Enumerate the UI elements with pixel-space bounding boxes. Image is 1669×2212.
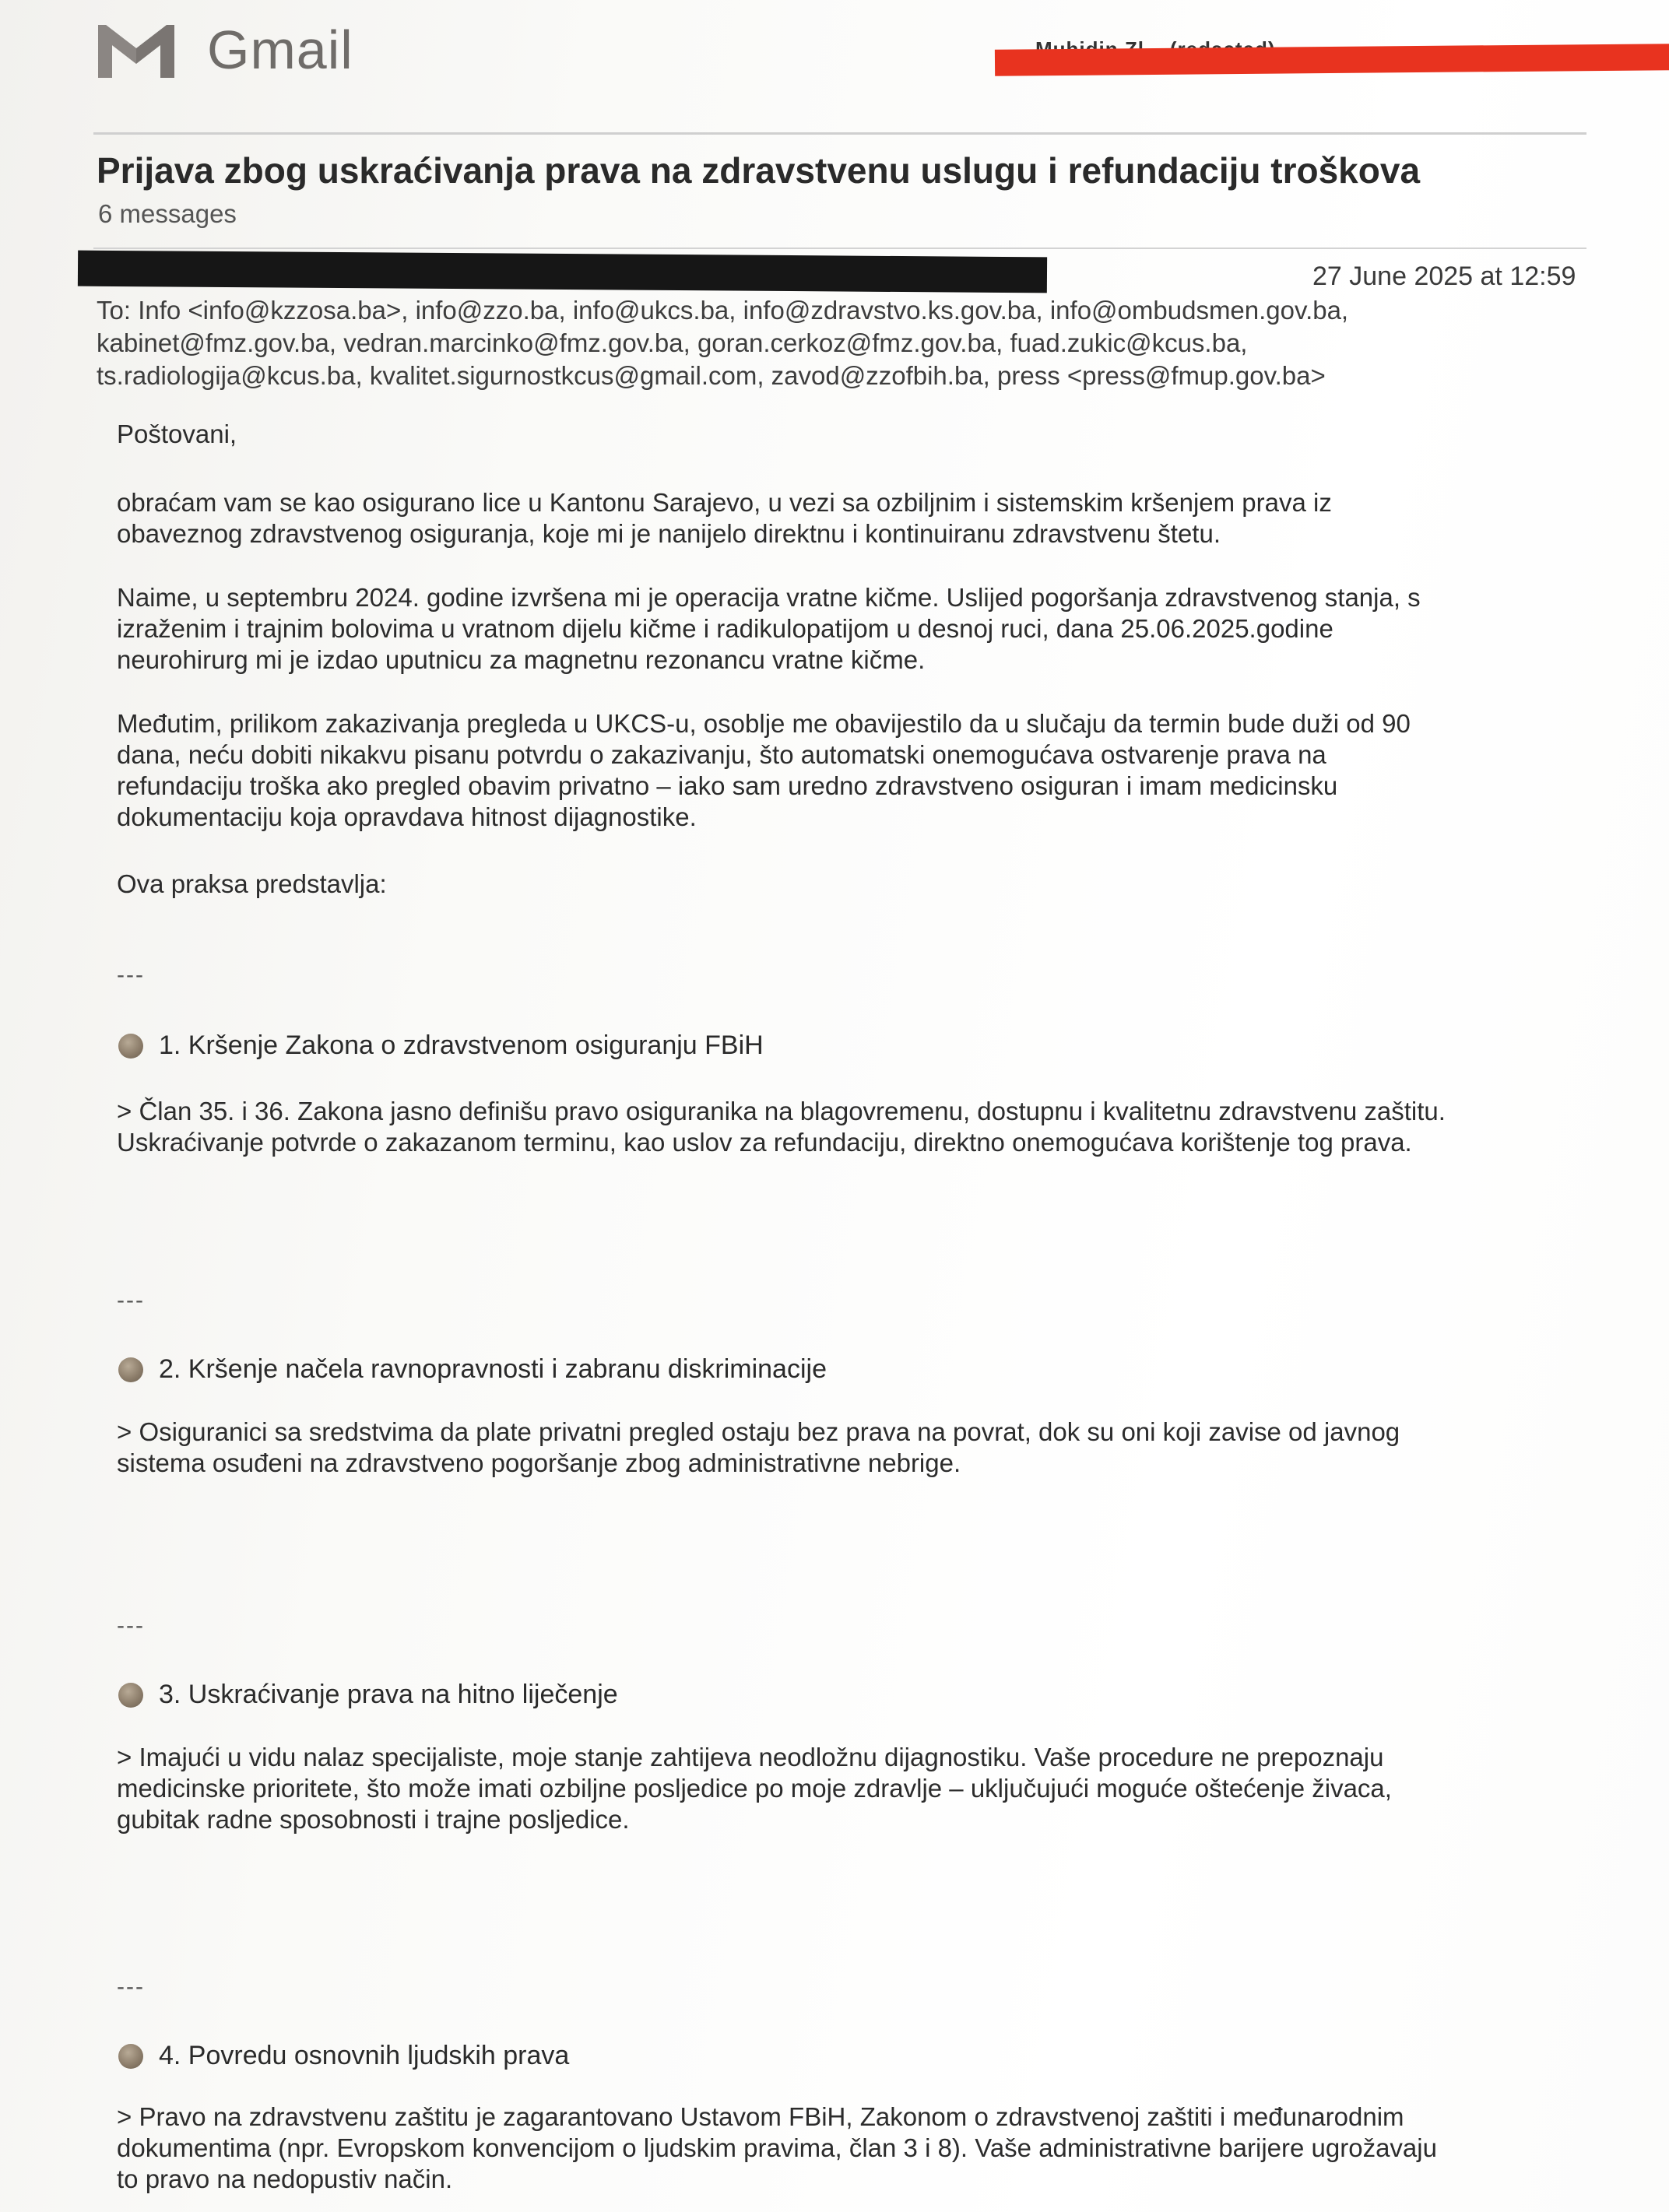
- gmail-m-icon: [93, 17, 179, 83]
- bullet-icon: [118, 1034, 143, 1059]
- paragraph-line: dana, neću dobiti nikakvu pisanu potvrdu o zakazivanju, što automatski onemogućava ostvarenje prava na: [117, 740, 1326, 769]
- section-line: > Osiguranici sa sredstvima da plate privatni pregled ostaju bez prava na povrat, dok su oni koji zavise od javnog: [117, 1417, 1400, 1446]
- message-divider: [93, 248, 1586, 249]
- section-line: > Član 35. i 36. Zakona jasno definišu pravo osiguranika na blagovremenu, dostupnu i kvalitetnu zdravstvenu zaštitu.: [117, 1097, 1446, 1125]
- section-body: [117, 1096, 1541, 1158]
- separator: ---: [117, 1287, 145, 1313]
- header-divider: [93, 132, 1586, 135]
- section-heading-text: 1. Kršenje Zakona o zdravstvenom osiguranju FBiH: [159, 1031, 764, 1060]
- paragraph-line: neurohirurg mi je izdao uputnicu za magnetnu rezonancu vratne kičme.: [117, 645, 926, 674]
- paragraph-line: izraženim i trajnim bolovima u vratnom dijelu kičme i radikulopatijom u desnoj ruci, dana 25.06.2025.godine: [117, 614, 1333, 643]
- bullet-icon: [118, 1357, 143, 1382]
- section-line: gubitak radne sposobnosti i trajne posljedice.: [117, 1805, 630, 1834]
- paragraph-line: Naime, u septembru 2024. godine izvršena mi je operacija vratne kičme. Uslijed pogoršanja zdravstvenog stanja, s: [117, 583, 1421, 612]
- section-body: [117, 1417, 1541, 1479]
- section-body: [117, 2101, 1541, 2195]
- section-heading-text: 3. Uskraćivanje prava na hitno liječenje: [159, 1680, 618, 1709]
- paragraph-line: refundaciju troška ako pregled obavim privatno – iako sam uredno zdravstveno osiguran i imam medicinsku: [117, 771, 1338, 800]
- recipients-line: ts.radiologija@kcus.ba, kvalitet.sigurnostkcus@gmail.com, zavod@zzofbih.ba, press <press@fmup.gov.ba>: [97, 361, 1326, 390]
- greeting: [117, 419, 1541, 450]
- section-heading-text: 4. Povredu osnovnih ljudskih prava: [159, 2041, 570, 2070]
- recipients: [97, 294, 1560, 392]
- section-line: Uskraćivanje potvrde o zakazanom terminu, kao uslov za refundaciju, direktno onemogućava korištenje tog prava.: [117, 1128, 1412, 1157]
- paragraph-line: obraćam vam se kao osigurano lice u Kantonu Sarajevo, u vezi sa ozbiljnim i sistemskim kršenjem prava iz: [117, 488, 1332, 517]
- recipients-line: kabinet@fmz.gov.ba, vedran.marcinko@fmz.gov.ba, goran.cerkoz@fmz.gov.ba, fuad.zukic@kcus.ba,: [97, 328, 1248, 357]
- account-redaction-bar: [995, 44, 1669, 76]
- recipients-line: To: Info <info@kzzosa.ba>, info@zzo.ba, info@ukcs.ba, info@zdravstvo.ks.gov.ba, info@ombudsmen.gov.ba,: [97, 296, 1349, 325]
- paragraph-line: dokumentaciju koja opravdava hitnost dijagnostike.: [117, 802, 697, 831]
- paragraph-3: [117, 708, 1541, 833]
- section-heading: [118, 1354, 827, 1385]
- bullet-icon: [118, 2044, 143, 2069]
- section-line: medicinske prioritete, što može imati ozbiljne posljedice po moje zdravlje – uključujući moguće oštećenje živaca,: [117, 1774, 1392, 1803]
- section-heading: [118, 2041, 569, 2071]
- paragraph-line: Međutim, prilikom zakazivanja pregleda u UKCS-u, osoblje me obavijestilo da u slučaju da termin bude duži od 90: [117, 709, 1411, 738]
- paragraph-4: [117, 869, 1541, 900]
- section-line: to pravo na nedopustiv način.: [117, 2165, 453, 2193]
- section-line: dokumentima (npr. Evropskom konvencijom o ljudskim pravima, član 3 i 8). Vaše administrativne barijere ugrožavaju: [117, 2133, 1437, 2162]
- separator: ---: [117, 962, 145, 988]
- greeting-text: Poštovani,: [117, 420, 237, 448]
- paragraph-line: Ova praksa predstavlja:: [117, 869, 387, 898]
- section-heading: [118, 1680, 618, 1710]
- thread-subject: Prijava zbog uskraćivanja prava na zdravstvenu uslugu i refundaciju troškova: [97, 150, 1421, 191]
- message-date: 27 June 2025 at 12:59: [1312, 262, 1576, 291]
- section-heading: [118, 1031, 764, 1061]
- section-line: > Pravo na zdravstvenu zaštitu je zagarantovano Ustavom FBiH, Zakonom o zdravstvenoj zaštiti i međunarodnim: [117, 2102, 1404, 2131]
- section-body: [117, 1742, 1541, 1835]
- section-heading-text: 2. Kršenje načela ravnopravnosti i zabranu diskriminacije: [159, 1354, 827, 1384]
- separator: ---: [117, 1974, 145, 2000]
- paragraph-2: [117, 582, 1541, 676]
- gmail-logo: [93, 17, 353, 83]
- paragraph-line: obaveznog zdravstvenog osiguranja, koje mi je nanijelo direktnu i kontinuiranu zdravstvenu štetu.: [117, 519, 1221, 548]
- sender-redaction-bar: [78, 251, 1047, 293]
- app-name: Gmail: [207, 19, 353, 80]
- paragraph-1: [117, 487, 1541, 549]
- section-line: > Imajući u vidu nalaz specijaliste, moje stanje zahtijeva neodložnu dijagnostiku. Vaše procedure ne prepoznaju: [117, 1743, 1384, 1771]
- separator: ---: [117, 1613, 145, 1638]
- section-line: sistema osuđeni na zdravstveno pogoršanje zbog administrativne nebrige.: [117, 1448, 961, 1477]
- bullet-icon: [118, 1683, 143, 1708]
- message-count: 6 messages: [98, 199, 237, 228]
